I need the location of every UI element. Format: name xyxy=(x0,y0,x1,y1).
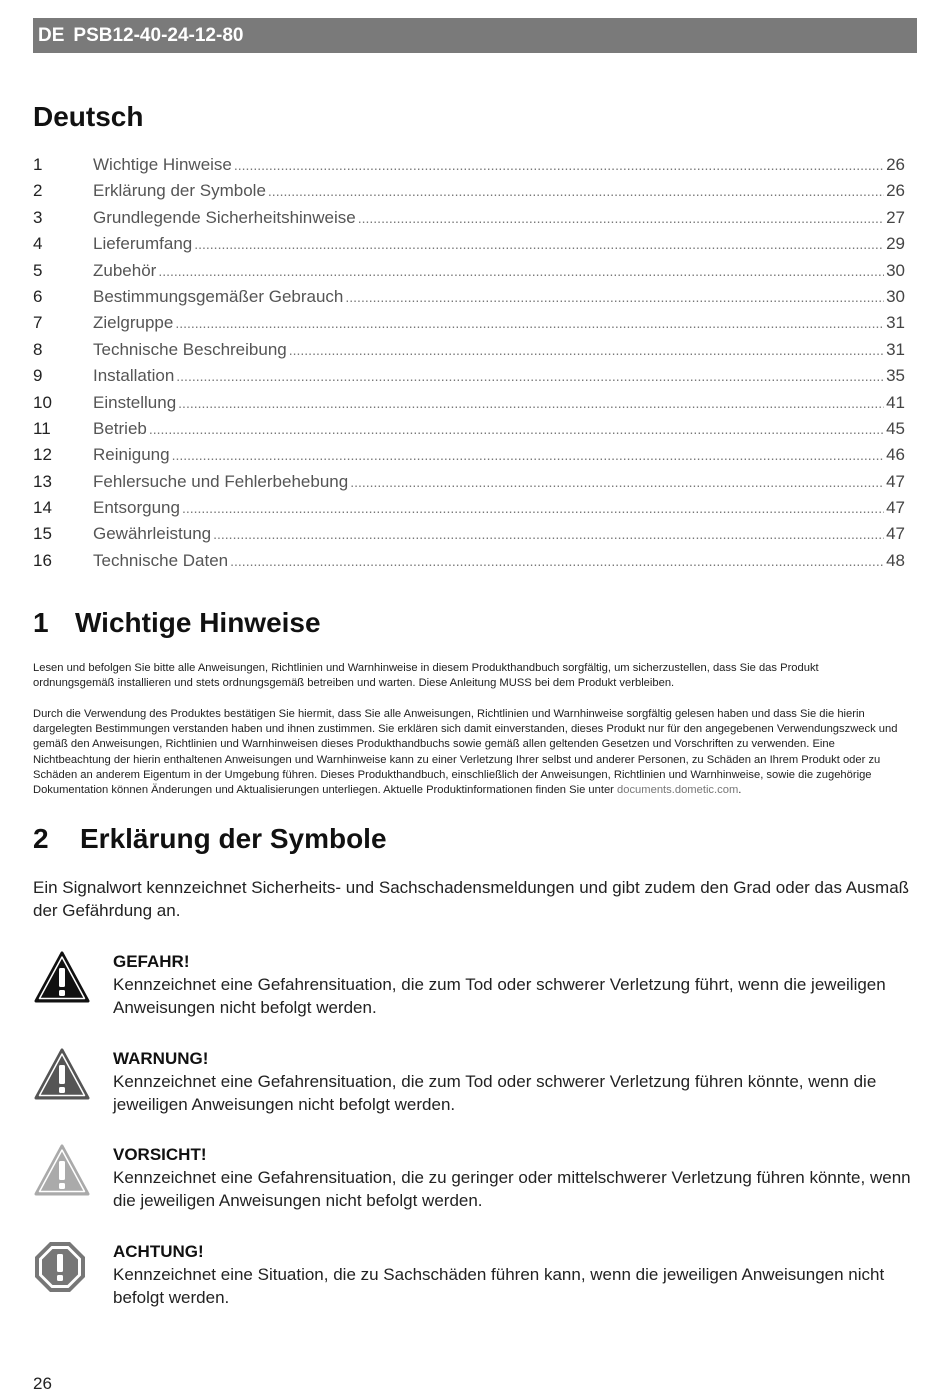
toc-entry-title: Lieferumfang xyxy=(93,234,193,254)
toc-entry-number: 14 xyxy=(33,498,52,518)
toc-entry-page: 31 xyxy=(886,313,905,333)
toc-entry-title: Gewährleistung xyxy=(93,524,212,544)
toc-entry-number: 5 xyxy=(33,260,43,280)
toc-entry-number: 12 xyxy=(33,445,52,465)
toc-leader-dots xyxy=(350,474,884,490)
caution-icon xyxy=(33,1143,91,1197)
toc-entry[interactable] xyxy=(33,551,905,577)
signal-word-caution: VORSICHT! xyxy=(113,1145,207,1164)
signal-desc-caution: Kennzeichnet eine Gefahrensituation, die zu geringer oder mittelschwerer Verletzung führen könnte, wenn die jeweiligen Anweisungen nicht befolgt werden. xyxy=(113,1168,911,1210)
toc-entry-title: Technische Daten xyxy=(93,550,229,570)
toc-entry-title: Fehlersuche und Fehlerbehebung xyxy=(93,471,349,491)
toc-entry-number: 1 xyxy=(33,155,43,174)
toc-entry-page: 30 xyxy=(886,260,905,280)
toc-entry-title: Entsorgung xyxy=(93,498,180,518)
toc-entry-title: Wichtige Hinweise xyxy=(93,155,232,174)
toc-entry-page: 27 xyxy=(886,207,905,227)
signal-word-danger: GEFAHR! xyxy=(113,952,190,971)
toc-entry-title: Technische Beschreibung xyxy=(93,339,287,359)
model-number: PSB12-40-24-12-80 xyxy=(73,24,244,46)
toc-entry-page: 41 xyxy=(886,392,905,412)
toc-leader-dots xyxy=(182,500,884,516)
toc-entry-title: Bestimmungsgemäßer Gebrauch xyxy=(93,286,344,306)
toc-leader-dots xyxy=(172,447,885,463)
toc-entry-number: 16 xyxy=(33,550,52,570)
toc-entry-number: 6 xyxy=(33,286,43,306)
toc-leader-dots xyxy=(268,183,884,199)
toc-entry-number: 13 xyxy=(33,471,52,491)
signal-desc-warning: Kennzeichnet eine Gefahrensituation, die zum Tod oder schwerer Verletzung führen könnte, wenn die jeweiligen Anweisungen nicht befolgt werden. xyxy=(113,1072,877,1114)
toc-entry-number: 11 xyxy=(33,418,51,438)
section-1-paragraph-1: Lesen und befolgen Sie bitte alle Anweisungen, Richtlinien und Warnhinweise in diesem Produkthandbuch sorgfältig, um sicherzustellen, dass Sie das Produkt ordnungsgemäß installieren und stets ordnungsgemäß betreiben und warten. Diese Anleitung MUSS bei dem Produkt verbleiben. xyxy=(33,662,819,690)
toc-leader-dots xyxy=(194,236,884,252)
toc-entry[interactable] xyxy=(33,445,905,471)
toc-entry[interactable] xyxy=(33,261,905,287)
signal-danger xyxy=(33,950,913,1020)
toc-entry-page: 26 xyxy=(886,155,905,174)
toc-entry[interactable] xyxy=(33,472,905,498)
section-1-number: 1 xyxy=(33,607,49,638)
toc-entry[interactable] xyxy=(33,524,905,550)
signal-desc-notice: Kennzeichnet eine Situation, die zu Sachschäden führen kann, wenn die jeweiligen Anweisungen nicht befolgt werden. xyxy=(113,1265,885,1307)
toc-entry-number: 9 xyxy=(33,366,43,386)
section-1-heading xyxy=(33,605,321,641)
toc-entry[interactable] xyxy=(33,287,905,313)
section-1-paragraph-2-end: . xyxy=(738,784,742,797)
toc-entry-page: 47 xyxy=(886,498,905,518)
section-1-paragraph-2-text: Durch die Verwendung des Produktes bestätigen Sie hiermit, dass Sie alle Anweisungen, Richtlinien und Warnhinweise sorgfältig gelesen haben und dass Sie die hierin dargelegten Bestimmungen verstanden haben und ihnen zustimmen. Sie erklären sich damit einverstanden, dieses Produkt nur für den angegebenen Verwendungszweck und gemäß den Anweisungen, Richtlinien und Warnhinweisen dieses Produkthandbuchs sowie gemäß allen geltenden Gesetzen und Vorschriften zu verwenden. Eine Nichtbeachtung der hierin enthaltenen Anweisungen und Warnhinweise kann zu einer Verletzung Ihrer selbst und anderer Personen, zu Schäden an Ihrem Produkt oder zu Schäden an anderem Eigentum in der Umgebung führen. Dieses Produkthandbuch, einschließlich der Anweisungen, Richtlinien und Warnhinweise, sowie die zugehörige Dokumentation können Änderungen und Aktualisierungen unterliegen. Aktuelle Produktinformationen finden Sie unter xyxy=(33,708,898,797)
toc-entry[interactable] xyxy=(33,340,905,366)
toc-entry-page: 30 xyxy=(886,286,905,306)
toc-entry-page: 48 xyxy=(886,550,905,570)
toc-entry-number: 4 xyxy=(33,234,43,254)
toc-entry-page: 45 xyxy=(886,418,905,438)
toc-entry-number: 3 xyxy=(33,207,43,227)
toc-entry-title: Grundlegende Sicherheitshinweise xyxy=(93,207,356,227)
toc-leader-dots xyxy=(149,421,884,437)
toc-leader-dots xyxy=(345,289,884,305)
header-bar xyxy=(33,18,917,53)
toc-leader-dots xyxy=(234,157,884,173)
toc-entry[interactable] xyxy=(33,419,905,445)
toc-entry-number: 10 xyxy=(33,392,52,412)
toc-entry[interactable] xyxy=(33,366,905,392)
toc-entry-title: Installation xyxy=(93,366,175,386)
language-code: DE xyxy=(38,24,65,46)
section-1-paragraph-2 xyxy=(33,707,903,798)
toc-entry[interactable] xyxy=(33,234,905,260)
toc-entry-number: 2 xyxy=(33,181,43,201)
signal-notice xyxy=(33,1240,913,1310)
toc-entry-page: 47 xyxy=(886,471,905,491)
signal-word-notice: ACHTUNG! xyxy=(113,1242,204,1261)
signal-desc-danger: Kennzeichnet eine Gefahrensituation, die zum Tod oder schwerer Verletzung führt, wenn die jeweiligen Anweisungen nicht befolgt werden. xyxy=(113,975,886,1017)
toc-entry-title: Reinigung xyxy=(93,445,170,465)
documents-link[interactable]: documents.dometic.com xyxy=(617,784,739,797)
section-2-intro: Ein Signalwort kennzeichnet Sicherheits- und Sachschadensmeldungen und gibt zudem den Grad oder das Ausmaß der Gefährdung an. xyxy=(33,878,910,920)
toc-entry[interactable] xyxy=(33,181,905,207)
toc-leader-dots xyxy=(176,368,884,384)
toc-entry[interactable] xyxy=(33,393,905,419)
notice-octagon-icon xyxy=(33,1240,87,1294)
section-2-title: Erklärung der Symbole xyxy=(80,823,387,854)
toc-entry-page: 31 xyxy=(886,339,905,359)
toc-entry-number: 8 xyxy=(33,339,43,359)
danger-icon xyxy=(33,950,91,1004)
toc-entry-title: Erklärung der Symbole xyxy=(93,181,266,201)
toc-entry-title: Zubehör xyxy=(93,260,157,280)
section-1-title: Wichtige Hinweise xyxy=(75,607,321,638)
page-title: Deutsch xyxy=(33,101,144,132)
toc-entry-page: 26 xyxy=(886,181,905,201)
toc-entry[interactable] xyxy=(33,498,905,524)
signal-caution xyxy=(33,1143,913,1213)
toc-entry[interactable] xyxy=(33,208,905,234)
page-number: 26 xyxy=(33,1374,52,1393)
toc-entry-number: 15 xyxy=(33,524,52,544)
toc-entry-page: 47 xyxy=(886,524,905,544)
section-2-heading xyxy=(33,821,387,857)
toc-entry-page: 35 xyxy=(886,366,905,386)
toc-entry-page: 46 xyxy=(886,445,905,465)
toc-entry[interactable] xyxy=(33,155,905,181)
toc-entry-page: 29 xyxy=(886,234,905,254)
toc-leader-dots xyxy=(158,263,884,279)
toc-entry-title: Zielgruppe xyxy=(93,313,174,333)
toc-leader-dots xyxy=(358,210,884,226)
signal-warning xyxy=(33,1047,913,1117)
toc-leader-dots xyxy=(175,315,884,331)
toc-entry[interactable] xyxy=(33,313,905,339)
section-2-number: 2 xyxy=(33,823,49,854)
toc-leader-dots xyxy=(178,395,884,411)
toc-leader-dots xyxy=(289,342,884,358)
toc-entry-number: 7 xyxy=(33,313,43,333)
warning-icon xyxy=(33,1047,91,1101)
signal-word-warning: WARNUNG! xyxy=(113,1049,209,1068)
toc-leader-dots xyxy=(213,526,884,542)
toc-entry-title: Einstellung xyxy=(93,392,177,412)
table-of-contents xyxy=(33,155,905,577)
toc-entry-title: Betrieb xyxy=(93,418,147,438)
toc-leader-dots xyxy=(230,553,884,569)
